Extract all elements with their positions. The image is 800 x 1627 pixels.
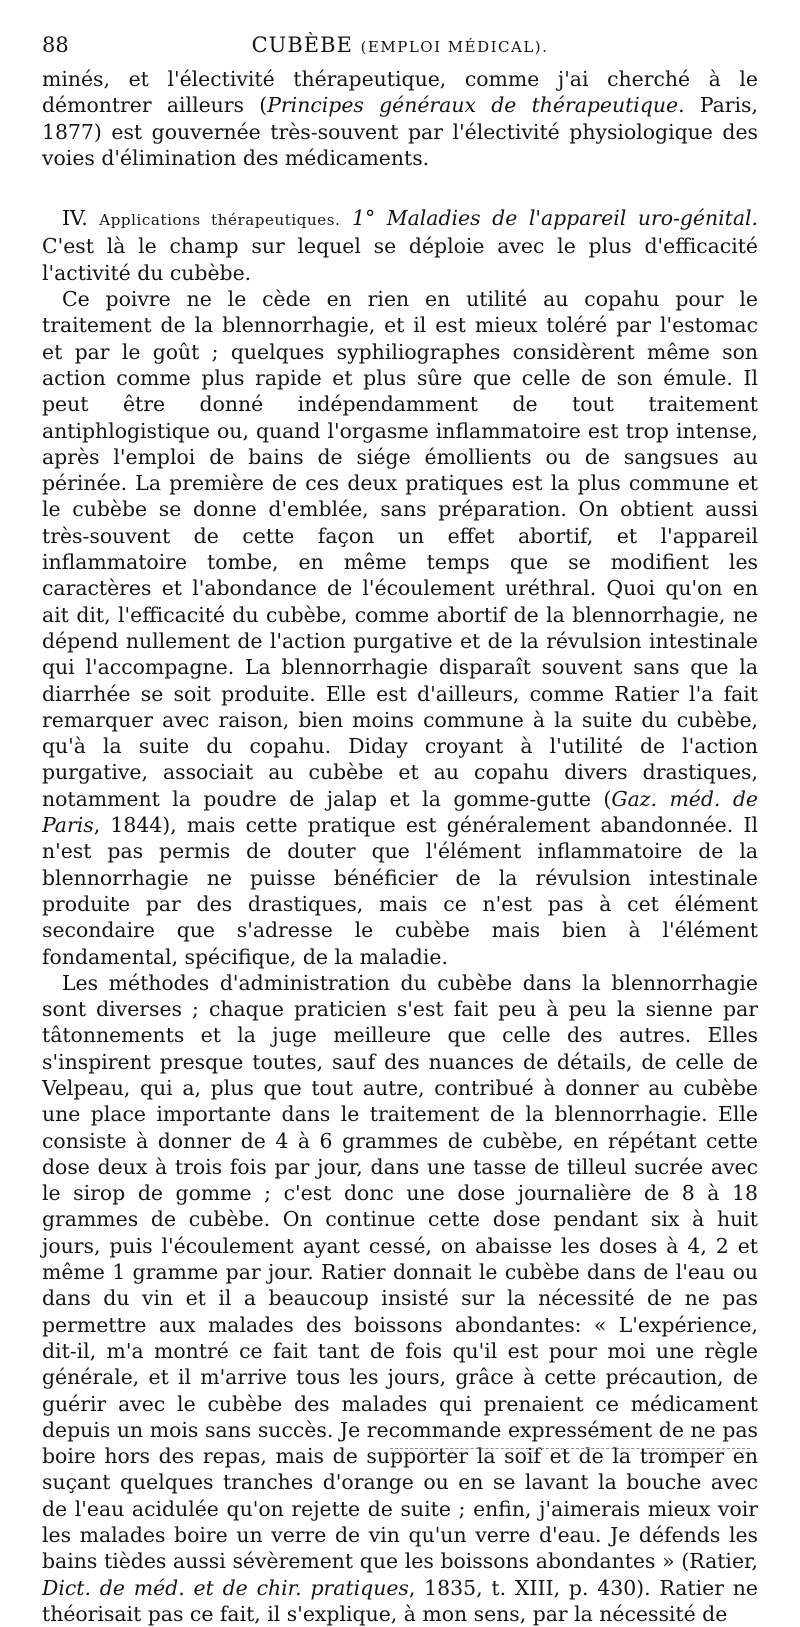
subsection-title: 1° Maladies de l'appareil uro-génital. [352,206,759,231]
text-run: Les méthodes d'administration du cubèbe dans la blennorrhagie sont diverses ; chaque praticien s'est fait peu à peu la sienne par tâtonnements et la juge meilleure que celle des autres. Elles s'inspirent presque toutes, sauf des nuances de détails, de celle de Velpeau, qui a, plus que tout autre, contribué à donner au cubèbe une place importante dans le traitement de la blennorrhagie. Elle consiste à donner de 4 à 6 grammes de cubèbe, en répétant cette dose deux à trois fois par jour, dans une tasse de tilleul sucrée avec le sirop de gomme ; c'est donc une dose journalière de 8 à 18 grammes de cubèbe. On continue cette dose pendant six à huit jours, puis l'écoulement ayant cessé, on abaisse les doses à 4, 2 et même 1 gramme par jour. Ratier donnait le cubèbe dans de l'eau ou dans du vin et il a beaucoup insisté sur la nécessité de ne pas permettre aux malades des boissons abondantes: « L'expérience, dit-il, m'a montré ce fait tant de fois qu'il est pour moi une règle générale, et il m'arrive tous les jours, grâce à cette précaution, de guérir avec le cubèbe des malades qui prenaient ce médicament depuis un mois sans succès. Je recommande expressément de ne pas boire hors des repas, mais de supporter la soif et de la tromper en suçant quelques tranches d'orange ou en se lavant la bouche avec de l'eau acidulée qu'on rejette de suite ; enfin, j'aimerais mieux voir les malades boire un verre de vin qu'un verre d'eau. Je défends les bains tièdes aussi sévèrement que les boissons abondantes » (Ratier, [42,970,758,1574]
section-paragraph [42,205,758,286]
running-title-main: CUBÈBE [251,33,353,57]
text-run: , 1844), mais cette pratique est généralement abandonnée. Il n'est pas permis de douter que l'élément inflammatoire de la blennorrhagie ne puisse bénéficier de la révulsion intestinale produite par des drastiques, mais ce n'est pas à cet élément secondaire que s'adresse le cubèbe mais bien à l'élément fondamental, spécifique, de la maladie. [42,813,758,969]
section-number: IV. [62,206,88,231]
section-title: Applications thérapeutiques. [99,211,341,230]
book-title-citation: Principes généraux de thérapeutique. [267,93,685,118]
running-title [42,28,758,64]
running-title-sub: (EMPLOI MÉDICAL). [360,38,549,56]
body-text [42,66,758,1627]
section-spacer [42,171,758,205]
journal-citation: Gaz. méd. de Paris [42,786,758,838]
running-header [42,28,758,62]
footer-rule [390,1448,750,1449]
page-number: 88 [42,33,69,57]
text-run: , 1835, t. XIII, p. 430). Ratier ne théorisait pas ce fait, il s'explique, à mon sens, par la nécessité de [42,1575,758,1626]
paragraph [42,970,758,1627]
text-run: C'est là le champ sur lequel se déploie avec le plus d'efficacité l'activité du cubèbe. [42,234,758,285]
dictionary-citation: Dict. de méd. et de chir. pratiques [42,1575,409,1600]
paragraph-continuation [42,66,758,171]
text-run: Paris, 1877) est gouvernée très-souvent par l'électivité physiologique des voies d'élimination des médicaments. [42,93,758,170]
paragraph [42,286,758,970]
text-run: minés, et l'électivité thérapeutique, comme j'ai cherché à le démontrer ailleurs ( [42,67,758,118]
text-run: Ce poivre ne le cède en rien en utilité au copahu pour le traitement de la blennorrhagie, et il est mieux toléré par l'estomac et par le goût ; quelques syphiliographes considèrent même son action comme plus rapide et plus sûre que celle de son émule. Il peut être donné indépendamment de tout traitement antiphlogistique ou, quand l'orgasme inflammatoire est trop intense, après l'emploi de bains de siége émollients ou de sangsues au périnée. La première de ces deux pratiques est la plus commune et le cubèbe se donne d'emblée, sans préparation. On obtient aussi très-souvent de cette façon un effet abortif, et l'appareil inflammatoire tombe, en même temps que se modifient les caractères et l'abondance de l'écoulement uréthral. Quoi qu'on en ait dit, l'efficacité du cubèbe, comme abortif de la blennorrhagie, ne dépend nullement de l'action purgative et de la révulsion intestinale qui l'accompagne. La blennorrhagie disparaît souvent sans que la diarrhée se soit produite. Elle est d'ailleurs, comme Ratier l'a fait remarquer avec raison, bien moins commune à la suite du cubèbe, qu'à la suite du copahu. Diday croyant à l'utilité de l'action purgative, associait au cubèbe et au copahu divers drastiques, notamment la poudre de jalap et la gomme-gutte ( [42,287,758,811]
